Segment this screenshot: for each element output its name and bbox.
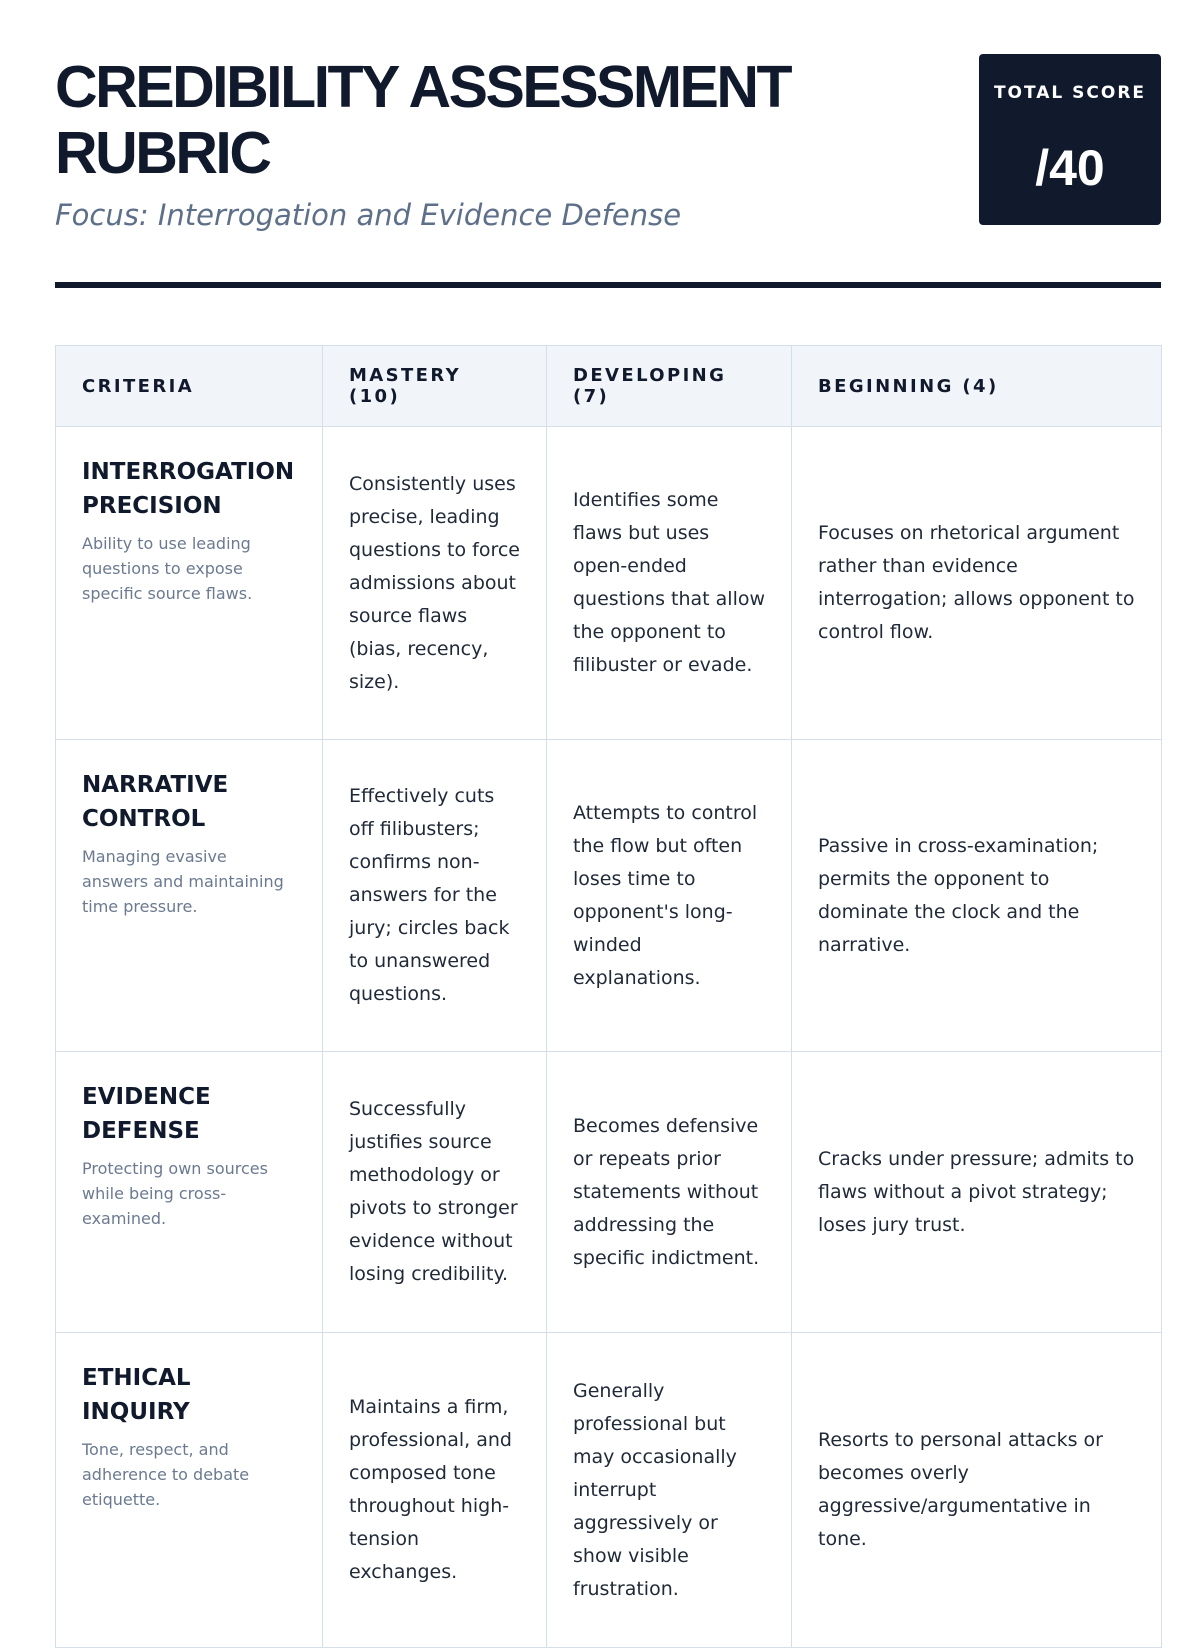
- total-score-box: [979, 54, 1161, 225]
- criterion-note: Ability to use leading questions to expose specific source flaws.: [82, 534, 253, 603]
- criterion-cell: [56, 1333, 323, 1648]
- header-divider: [55, 282, 1161, 288]
- developing-cell: Generally professional but may occasionally interrupt aggressively or show visible frustration.: [547, 1333, 792, 1648]
- criterion-name: ETHICAL INQUIRY: [82, 1365, 191, 1425]
- developing-cell: Identifies some flaws but uses open-ended questions that allow the opponent to filibuster or evade.: [547, 427, 792, 740]
- column-header-mastery: MASTERY (10): [323, 346, 547, 427]
- mastery-cell: Maintains a firm, professional, and composed tone throughout high-tension exchanges.: [323, 1333, 547, 1648]
- header: [55, 54, 1161, 288]
- table-row: [56, 1333, 1162, 1648]
- criterion-cell: [56, 1052, 323, 1333]
- column-header-developing: DEVELOPING (7): [547, 346, 792, 427]
- table-row: [56, 1052, 1162, 1333]
- beginning-cell: Cracks under pressure; admits to flaws without a pivot strategy; loses jury trust.: [792, 1052, 1162, 1333]
- beginning-cell: Focuses on rhetorical argument rather than evidence interrogation; allows opponent to control flow.: [792, 427, 1162, 740]
- criterion-cell: [56, 740, 323, 1052]
- mastery-cell: Successfully justifies source methodology or pivots to stronger evidence without losing credibility.: [323, 1052, 547, 1333]
- criterion-cell: [56, 427, 323, 740]
- table-header-row: [56, 346, 1162, 427]
- table-row: [56, 427, 1162, 740]
- beginning-cell: Resorts to personal attacks or becomes overly aggressive/argumentative in tone.: [792, 1333, 1162, 1648]
- rubric-table: [55, 345, 1162, 1648]
- mastery-cell: Consistently uses precise, leading questions to force admissions about source flaws (bias, recency, size).: [323, 427, 547, 740]
- table-row: [56, 740, 1162, 1052]
- page-title: CREDIBILITY ASSESSMENT RUBRIC: [55, 54, 791, 186]
- total-score-value: /40: [1035, 140, 1105, 196]
- mastery-cell: Effectively cuts off filibusters; confirms non-answers for the jury; circles back to unanswered questions.: [323, 740, 547, 1052]
- criterion-note: Managing evasive answers and maintaining time pressure.: [82, 847, 284, 916]
- column-header-criteria: CRITERIA: [56, 346, 323, 427]
- page-subtitle: Focus: Interrogation and Evidence Defense: [55, 198, 682, 232]
- total-score-label: TOTAL SCORE: [993, 83, 1147, 103]
- beginning-cell: Passive in cross-examination; permits the opponent to dominate the clock and the narrative.: [792, 740, 1162, 1052]
- criterion-name: NARRATIVE CONTROL: [82, 772, 229, 832]
- criterion-name: INTERROGATION PRECISION: [82, 459, 295, 519]
- developing-cell: Attempts to control the flow but often loses time to opponent's long-winded explanations.: [547, 740, 792, 1052]
- developing-cell: Becomes defensive or repeats prior statements without addressing the specific indictment.: [547, 1052, 792, 1333]
- criterion-name: EVIDENCE DEFENSE: [82, 1084, 211, 1144]
- criterion-note: Tone, respect, and adherence to debate etiquette.: [82, 1440, 250, 1509]
- column-header-beginning: BEGINNING (4): [792, 346, 1162, 427]
- criterion-note: Protecting own sources while being cross-examined.: [82, 1159, 268, 1228]
